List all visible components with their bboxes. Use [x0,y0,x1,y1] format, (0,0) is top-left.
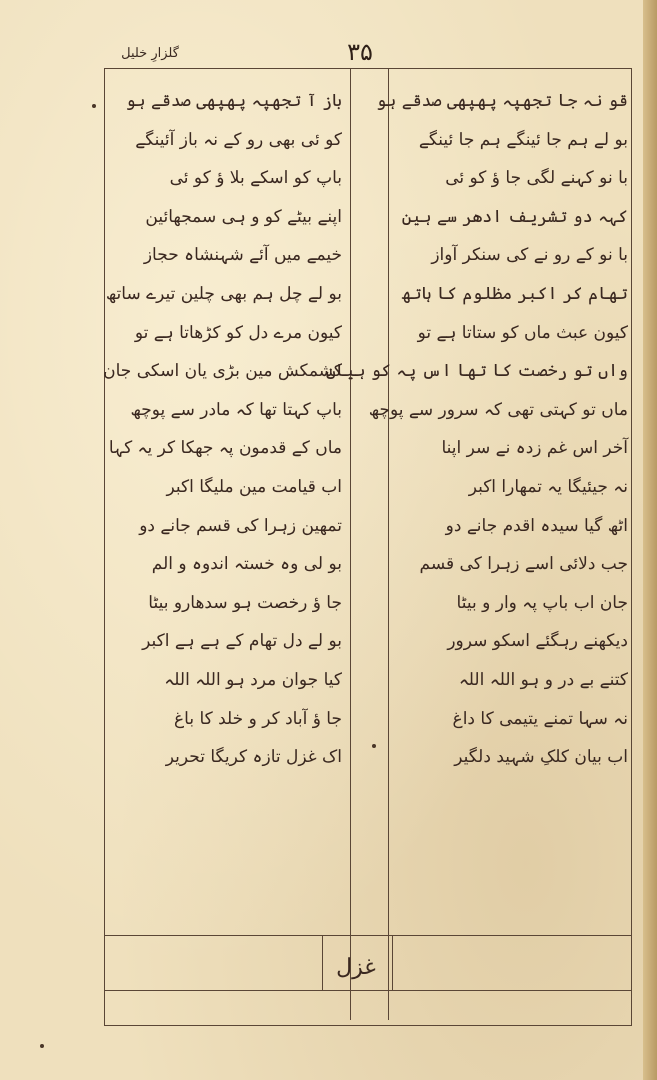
verse-line: بو لے ہم جا ئینگے ہم جا ئینگے [418,129,628,150]
ghazal-box-left [322,935,323,990]
ink-speck [92,104,96,108]
verse-line: کو ئی بھی رو کے نہ باز آئینگے [135,129,342,150]
verse-line: کتنے بے در و ہو اللہ اللہ [458,669,628,690]
verse-line: کشمکش مین بڑی یان اسکی جان [103,361,342,382]
ghazal-heading: غزل [336,955,376,980]
verse-line: تمھین زہرا کی قسم جانے دو [139,515,342,536]
verse-line: جان اب باپ پہ وار و بیٹا [456,592,628,613]
verse-line: جب دلائی اسے زہرا کی قسم [419,554,628,575]
page-number: ۳۵ [347,38,373,66]
verse-line: اک غزل تازہ کریگا تحریر [165,747,342,768]
verse-line: کیون عبث ماں کو ستاتا ہے تو [417,322,628,343]
verse-line: اب قیامت مین ملیگا اکبر [166,476,342,497]
verse-line: با نو کے رو نے کی سنکر آواز [431,245,628,266]
footer-divider-bottom [104,990,632,991]
verse-line: نہ جیئیگا یہ تمھارا اکبر [468,476,628,497]
verse-line: بو لے دل تھام کے ہے ہے اکبر [142,631,342,652]
verse-line: باپ کہتا تھا کہ مادر سے پوچھ [130,399,342,420]
verse-line: اپنے بیٹے کو و ہی سمجھائین [145,206,342,227]
verse-line: با نو کہنے لگی جا ؤ کو ئی [445,168,628,189]
verse-line: اٹھ گیا سیدہ اقدم جانے دو [445,515,628,536]
verse-line: جا ؤ آباد کر و خلد کا باغ [174,708,342,729]
verse-line: باپ کو اسکے بلا ؤ کو ئی [169,168,342,189]
page-edge [643,0,657,1080]
verse-line: بو لے چل ہم بھی چلین تیرے ساتھ [105,283,342,304]
verse-line: واں تو رخصت کا تھا اس پہ کو ہیان [325,361,628,382]
ink-speck [40,1044,44,1048]
verse-line: کیون مرے دل کو کڑھاتا ہے تو [134,322,342,343]
verse-line: قو نہ جا تجھپہ پھپھی صدقے ہو [376,91,628,111]
right-column [325,82,628,777]
verse-line: اب بیان کلکِ شہید دلگیر [454,747,628,768]
verse-line: کہہ دو تشریف ادھر سے ہین [401,206,628,227]
verse-line: باز آ تجھپہ پھپھی صدقے ہو [125,91,342,111]
verse-line: تھام کر اکبر مظلوم کا ہاتھ [401,283,628,304]
column-divider-left [350,68,351,1020]
verse-line: نہ سہا تمنے یتیمی کا داغ [452,708,628,729]
verse-line: دیکھنے رہگئے اسکو سرور [447,631,628,652]
ghazal-box-right [392,935,393,990]
book-title: گلزارِ خلیل [121,46,179,61]
column-divider-right [388,68,389,1020]
verse-line: آخر اس غم زدہ نے سر اپنا [441,438,628,459]
footer-divider-top [104,935,632,936]
verse-line: ماں کے قدمون پہ جھکا کر یہ کہا [108,438,342,459]
ink-speck [372,744,376,748]
verse-line: ماں تو کہتی تھی کہ سرور سے پوچھ [368,399,628,420]
verse-line: جا ؤ رخصت ہو سدھارو بیٹا [148,592,342,613]
verse-line: کیا جوان مرد ہو اللہ اللہ [164,669,342,690]
left-column [103,82,342,777]
verse-line: بو لی وہ خستہ اندوہ و الم [151,554,342,575]
verse-line: خیمے میں آئے شہنشاہ حجاز [143,245,342,266]
